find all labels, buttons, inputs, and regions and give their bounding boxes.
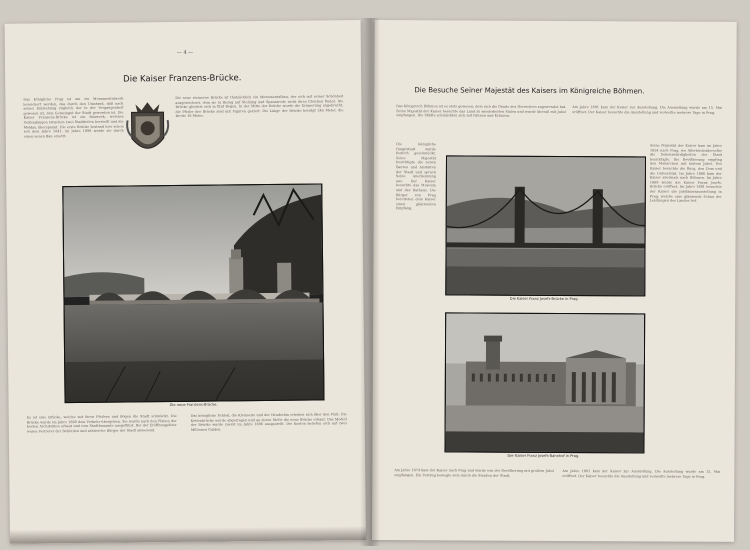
spine-gutter (360, 18, 380, 546)
right-column-text: Seine Majestät der Kaiser kam im Jahre 1854 nach Prag, wo Allerhöchstderselbe die Sehenswürdigkeiten der Stadt besichtigte. Die Bevölkerung empfing den Monarchen mit lautem Jubel. Der Kaiser besuchte die Burg, den Dom und die Universität. Im Jahre 1866 kam der Kaiser abermals nach Böhmen. Im Jahre 1868 wurde die Kaiser Franz Josefs-Brücke eröffnet. Im Jahre 1891 besuchte der Kaiser die Jubiläumsausstellung in Prag, welche eine glänzende Schau der Leistungen des Landes bot. (649, 143, 723, 203)
right-bottom-col1: Am Jahre 1874 kam der Kaiser nach Prag und wurde von der Bevölkerung mit großem Jubel empfangen. Ein Festzug bewegte sich durch die Straßen der Stadt. (394, 468, 555, 478)
page-shadow (10, 526, 366, 544)
left-bottom-col2: Das königliche Schloß, die Kleinseite und der Hradschin erheben sich über den Fluß. Die Kettenbrücke wurde abgetragen und an deren Stelle die neue Brücke erbaut. Das Modell der Brücke wurde zuerst im Jahre 1896 ausgestellt. Die Kosten beliefen sich auf zwei Millionen Gulden. (190, 412, 347, 432)
left-bottom-col1: Es ist eine Brücke, welche mit ihren Pfeilern und Bögen die Stadt schmückt. Die Brücke wurde im Jahre 1898 dem Verkehr übergeben. Sie wurde nach den Plänen der besten Architekten erbaut und vom Stadtbauamte ausgeführt. Bei der Eröffnungsfeier waren Vertreter der Behörden und zahlreiche Bürger der Stadt anwesend. (26, 413, 177, 434)
left-page (5, 20, 366, 544)
railway-station-caption: Der Kaiser Franz Josefs-Bahnhof in Prag. (507, 453, 580, 459)
bridge-photo-caption: Die neue Franzens-Brücke. (169, 402, 218, 408)
right-intro-text-2: Am Jahre 1891 kam der Kaiser zur Ausstellung. Die Ausstellung wurde am 15. Mai eröffnet. Der Kaiser besuchte die Ausstellung und verweilte mehrere Tage in Prag. (572, 105, 723, 115)
left-column2-text: Die neue steinerne Brücke ist thatsächlich ein Monumentalbau, der sich mit seiner Schönheit ausgezeichnet, dem sie in Bezug auf Stellung und Spannweite nicht ihres Gleichen findet. Die Brücke gliedert sich in fünf Bogen. In der Mitte der Brücke wurde die Erinnerung angebracht, die Pfeiler der Brücke sind mit Figuren geziert. Die Länge der Brücke beträgt 245 Meter, die Breite 16 Meter. (175, 94, 344, 119)
left-intro-text: Das königliche Prag ist um ein Monumentalwerk bereichert worden, das durch den Umstand, daß nach seiner Entstehung zugleich der in der Vergangenheit gewesen ist, zum Gemeingut der Stadt geworden ist. Die Kaiser Franzens-Brücke ist ein Bauwerk, welches Verbindungen zwischen zwei Stadtteilen herstellt und die Moldau überspannt. Die erste Brücke bestand hier schon seit dem Jahre 1841, im Jahre 1898 wurde sie durch einen neuen Bau ersetzt. (23, 96, 124, 139)
right-page (372, 20, 737, 542)
right-bottom-col2: Am Jahre 1891 kam der Kaiser zur Ausstellung. Die Ausstellung wurde am 15. Mai eröffnet. Der Kaiser besuchte die Ausstellung und verweilte mehrere Tage in Prag. (562, 468, 721, 479)
railway-station-photo (444, 312, 645, 453)
page-number: — 4 — (176, 49, 194, 56)
left-page-title: Die Kaiser Franzens-Brücke. (123, 73, 242, 85)
coat-of-arms-icon (125, 100, 170, 160)
suspension-bridge-caption: Die Kaiser Franz Josefs-Brücke in Prag. (509, 296, 579, 302)
bridge-photo (62, 183, 324, 403)
right-middle-left-text: Die königliche Hauptstadt wurde festlich geschmückt. Seine Majestät besichtigte die neuen Bauten und Anstalten der Stadt und sprach Seine Anerkennung aus. Der Kaiser besuchte das Museum und das Rathaus. Die Bürger von Prag bereiteten dem Kaiser einen glänzenden Empfang. (395, 142, 437, 211)
suspension-bridge-photo (445, 155, 646, 296)
right-page-title: Die Besuche Seiner Majestät des Kaisers im Königreiche Böhmen. (414, 86, 645, 96)
right-intro-text: Das Königreich Böhmen ist es stets gewesen, dem sich die Gnade des Herrschers zugewendet hat. Seine Majestät der Kaiser besuchte das Land zu wiederholten Malen und wurde überall mit Jubel empfangen. Die Städte schmückten sich mit Fahnen und Kränzen. (396, 104, 567, 118)
